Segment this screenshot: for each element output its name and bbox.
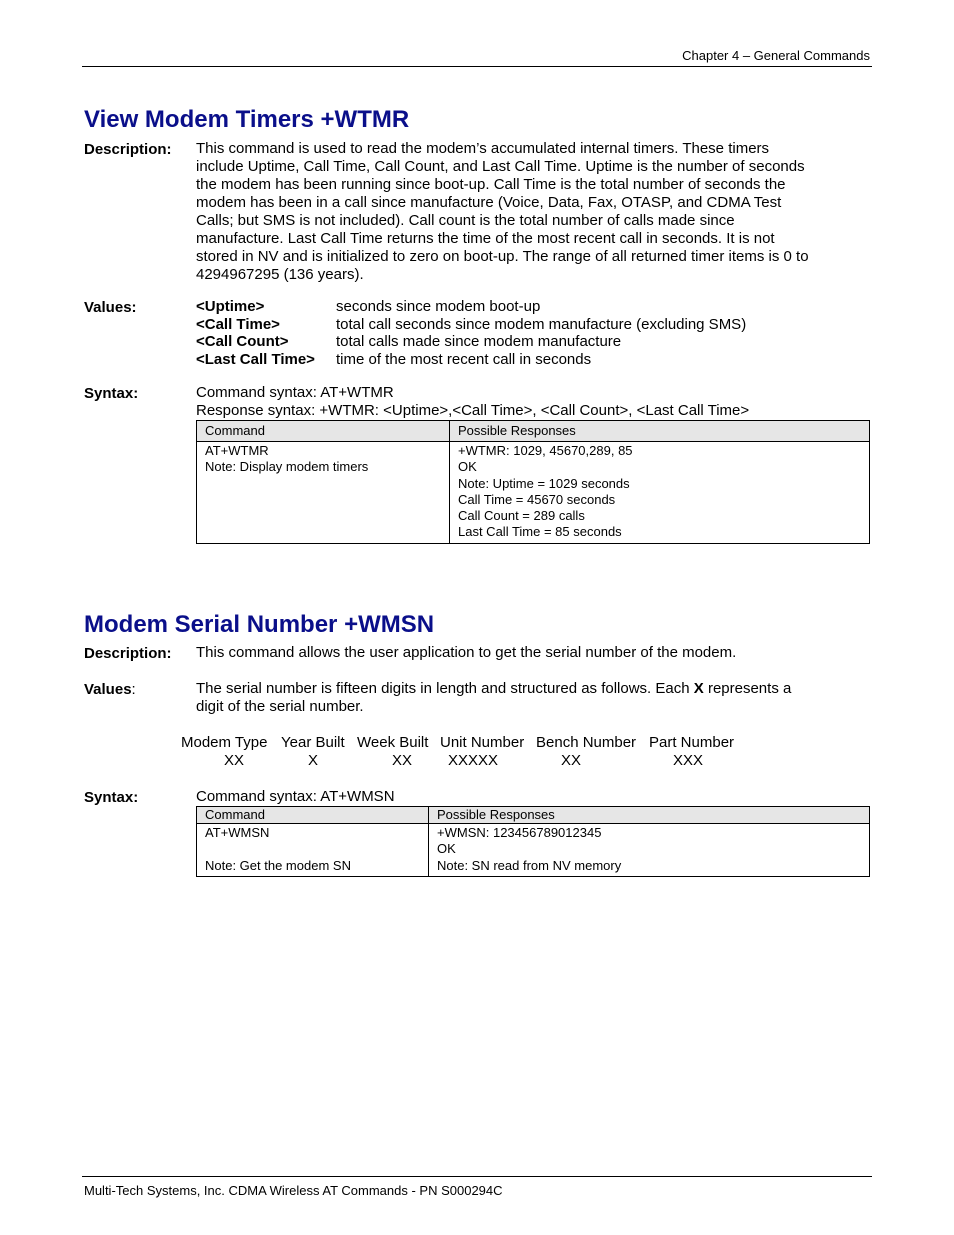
value-desc: total call seconds since modem manufacture (excluding SMS)	[336, 315, 747, 333]
wtmr-description-line: 4294967295 (136 years).	[196, 266, 364, 283]
wmsn-values-label: Values	[84, 681, 132, 698]
page-header: Chapter 4 – General Commands	[682, 48, 870, 63]
value-desc: time of the most recent call in seconds	[336, 350, 592, 368]
page-footer: Multi-Tech Systems, Inc. CDMA Wireless AT Commands - PN S000294C	[84, 1183, 503, 1198]
response-line: OK	[458, 459, 477, 475]
value-row	[196, 333, 746, 351]
wmsn-syntax-label: Syntax:	[84, 789, 139, 806]
command-line: Note: Get the modem SN	[205, 857, 351, 873]
wtmr-description-line: include Uptime, Call Time, Call Count, and Last Call Time. Uptime is the number of seconds	[196, 158, 805, 175]
sn-field-format: XX	[224, 752, 245, 769]
wtmr-values-label: Values:	[84, 299, 137, 316]
table-header-responses: Possible Responses	[429, 807, 870, 824]
wmsn-command-table	[196, 806, 870, 877]
sn-field-label: Modem Type	[181, 734, 268, 751]
wtmr-command-table	[196, 420, 870, 544]
sn-field-label: Bench Number	[536, 734, 637, 751]
wtmr-description-line: manufacture. Last Call Time returns the time of the most recent call in seconds. It is not	[196, 230, 775, 247]
wmsn-title: Modem Serial Number +WMSN	[84, 611, 435, 638]
sn-field-label: Year Built	[281, 734, 345, 751]
value-desc: seconds since modem boot-up	[336, 298, 541, 315]
wtmr-description-line: Calls; but SMS is not included). Call count is the total number of calls made since	[196, 212, 735, 229]
command-line: Note: Display modem timers	[205, 459, 369, 475]
value-key: <Uptime>	[196, 298, 265, 315]
wmsn-description-label: Description:	[84, 645, 172, 662]
response-line: +WTMR: 1029, 45670,289, 85	[458, 443, 633, 458]
text-run: represents a	[703, 680, 792, 697]
table-row	[197, 824, 870, 877]
sn-field-label: Unit Number	[440, 734, 525, 751]
value-desc: total calls made since modem manufacture	[336, 333, 622, 350]
response-line: OK	[437, 841, 456, 857]
value-row	[196, 351, 746, 369]
sn-field-format: XXXXX	[448, 752, 499, 769]
wtmr-command-syntax: Command syntax: AT+WTMR	[196, 384, 394, 401]
sn-field-format: X	[308, 752, 319, 769]
response-line: Last Call Time = 85 seconds	[458, 524, 622, 540]
wtmr-description-line: This command is used to read the modem’s accumulated internal timers. These timers	[196, 140, 770, 157]
value-key: <Call Time>	[196, 315, 280, 333]
sn-field-format: XX	[561, 752, 582, 769]
wtmr-description-line: stored in NV and is initialized to zero on boot-up. The range of all returned timer items is 0 to	[196, 248, 809, 265]
wtmr-values-list	[196, 298, 746, 368]
sn-field-format: XX	[392, 752, 413, 769]
wtmr-description	[196, 140, 846, 284]
command-line: AT+WMSN	[205, 825, 270, 840]
sn-field-label: Part Number	[649, 734, 735, 751]
wtmr-response-syntax: Response syntax: +WTMR: <Uptime>,<Call Time>, <Call Count>, <Last Call Time>	[196, 402, 750, 419]
footer-rule	[82, 1176, 872, 1177]
wmsn-values-line	[196, 680, 856, 698]
table-cell-command	[197, 442, 450, 544]
response-line: Note: Uptime = 1029 seconds	[458, 475, 630, 491]
header-rule	[82, 66, 872, 67]
table-row	[197, 442, 870, 544]
table-cell-command	[197, 824, 429, 877]
response-line: Note: SN read from NV memory	[437, 857, 622, 873]
sn-field-label: Week Built	[357, 734, 429, 751]
value-row	[196, 316, 746, 334]
bold-x: X	[693, 680, 704, 697]
text-run: The serial number is fifteen digits in length and structured as follows. Each	[196, 680, 694, 697]
response-line: Call Count = 289 calls	[458, 508, 585, 524]
serial-structure	[181, 734, 781, 774]
wmsn-values-line: digit of the serial number.	[196, 698, 364, 715]
command-line: AT+WTMR	[205, 443, 269, 458]
wtmr-description-label: Description:	[84, 141, 172, 158]
value-key: <Call Count>	[196, 333, 289, 350]
table-header-row	[197, 807, 870, 824]
wmsn-command-syntax: Command syntax: AT+WMSN	[196, 788, 395, 805]
table-header-command: Command	[197, 807, 429, 824]
wmsn-values-label-wrap	[84, 681, 136, 698]
wtmr-description-line: modem has been in a call since manufacture (Voice, Data, Fax, OTASP, and CDMA Test	[196, 194, 782, 211]
wtmr-title: View Modem Timers +WTMR	[84, 106, 410, 133]
wtmr-syntax-label: Syntax:	[84, 385, 139, 402]
wmsn-values-text	[196, 680, 856, 716]
response-line: Call Time = 45670 seconds	[458, 491, 616, 507]
table-cell-responses	[429, 824, 870, 877]
table-header-row	[197, 421, 870, 442]
response-line: +WMSN: 123456789012345	[437, 825, 602, 840]
table-header-responses: Possible Responses	[450, 421, 870, 442]
wmsn-values-colon: :	[131, 681, 136, 698]
table-cell-responses	[450, 442, 870, 544]
value-key: <Last Call Time>	[196, 350, 315, 368]
wtmr-description-line: the modem has been running since boot-up. Call Time is the total number of seconds the	[196, 176, 786, 193]
command-line	[205, 841, 420, 857]
table-header-command: Command	[197, 421, 450, 442]
sn-field-format: XXX	[673, 752, 704, 769]
wmsn-description: This command allows the user application to get the serial number of the modem.	[196, 644, 737, 661]
value-row	[196, 298, 746, 316]
